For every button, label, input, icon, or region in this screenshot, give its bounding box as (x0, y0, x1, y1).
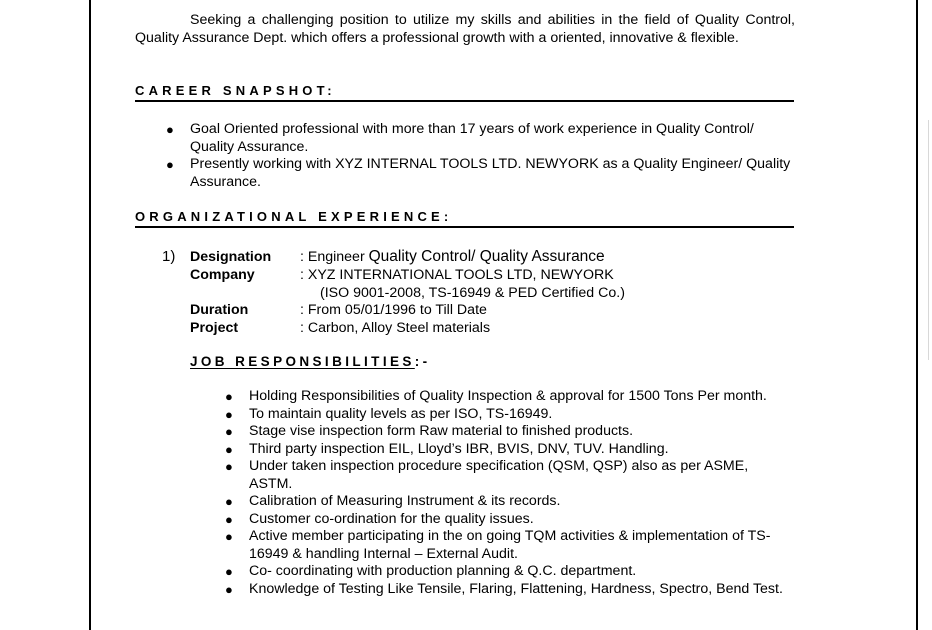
bullet-icon: ● (225, 529, 233, 544)
objective-paragraph (135, 12, 795, 47)
list-item: ● Co- coordinating with production planning & Q.C. department. (225, 563, 637, 579)
bullet-icon: ● (225, 441, 233, 457)
job-responsibilities-list (225, 388, 794, 598)
bullet-icon: ● (166, 157, 174, 172)
bullet-icon: ● (225, 389, 233, 404)
bullet-icon: ● (225, 564, 233, 579)
bullet-icon: ● (225, 459, 233, 474)
organizational-experience-heading: ORGANIZATIONAL EXPERIENCE: (135, 210, 794, 228)
list-item: ● Holding Responsibilities of Quality Inspection & approval for 1500 Tons Per month. (225, 388, 767, 404)
project-label: Project (190, 320, 239, 336)
list-item: ● Presently working with XYZ INTERNAL TOOLS LTD. NEWYORK as a Quality Engineer/ Quality Assurance. (166, 156, 791, 190)
list-item: ● Active member participating in the on going TQM activities & implementation of TS-16949 & handling Internal – External Audit. (225, 528, 771, 562)
company-value: : XYZ INTERNATIONAL TOOLS LTD, NEWYORK (300, 267, 614, 283)
page-border-left (89, 0, 91, 630)
bullet-icon: ● (225, 511, 233, 527)
career-snapshot-list (166, 121, 800, 191)
experience-number: 1) (162, 248, 176, 265)
list-item: ● To maintain quality levels as per ISO, TS-16949. (225, 405, 553, 422)
list-item: ● Third party inspection EIL, Lloyd’s IBR, BVIS, DNV, TUV. Handling. (225, 440, 669, 457)
project-value: : Carbon, Alloy Steel materials (300, 320, 491, 336)
bullet-icon: ● (225, 494, 233, 509)
list-item: ● Goal Oriented professional with more than 17 years of work experience in Quality Control/ Quality Assurance. (166, 121, 754, 155)
bullet-icon: ● (166, 122, 174, 137)
scan-artifact-line (928, 120, 929, 360)
bullet-icon: ● (225, 406, 233, 422)
list-item: ● Knowledge of Testing Like Tensile, Flaring, Flattening, Hardness, Spectro, Bend Test. (225, 580, 783, 597)
list-item: ● Calibration of Measuring Instrument & its records. (225, 493, 561, 509)
objective-text: Seeking a challenging position to utilize my skills and abilities in the field of Quality Control, Quality Assurance Dept. which offers a professional growth with a oriented, innovative & flexible. (135, 12, 795, 46)
list-item: ● Under taken inspection procedure specification (QSM, QSP) also as per ASME, ASTM. (225, 458, 749, 492)
company-label: Company (190, 267, 255, 283)
duration-label: Duration (190, 302, 249, 318)
list-item: ● Stage vise inspection form Raw material to finished products. (225, 423, 634, 439)
company-certification: (ISO 9001-2008, TS-16949 & PED Certified Co.) (320, 285, 625, 301)
bullet-icon: ● (225, 424, 233, 439)
designation-value: : Engineer Quality Control/ Quality Assurance (300, 248, 605, 265)
duration-value: : From 05/01/1996 to Till Date (300, 302, 487, 318)
career-snapshot-heading: CAREER SNAPSHOT: (135, 84, 794, 102)
bullet-icon: ● (225, 581, 233, 597)
designation-label: Designation (190, 249, 272, 265)
page-border-right (916, 0, 918, 630)
list-item: ● Customer co-ordination for the quality issues. (225, 510, 534, 527)
job-responsibilities-heading: JOB RESPONSIBILITIES:- (190, 354, 431, 369)
